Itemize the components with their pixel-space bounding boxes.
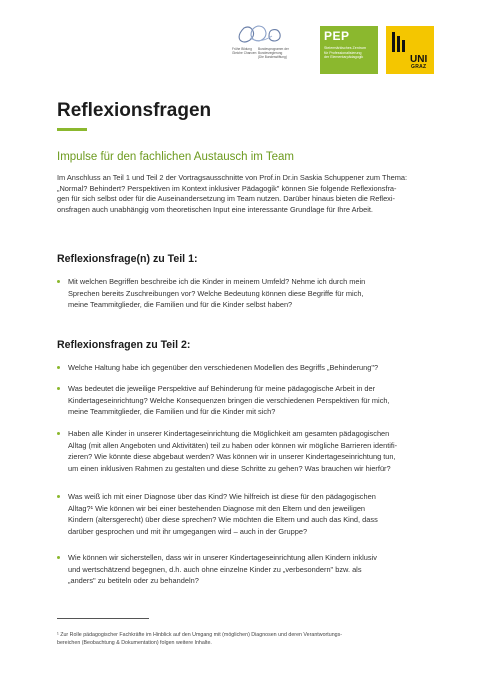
list-item: [57, 362, 443, 374]
hands-caption-right: Bundesprogramm der Bundesregierung (Die Bundesstiftung): [258, 47, 289, 59]
uni-logo-name: UNI: [410, 54, 428, 65]
page-subtitle: Impulse für den fachlichen Austausch im Team: [57, 151, 294, 163]
uni-graz-logo: [386, 26, 434, 74]
list-item: [57, 383, 443, 419]
pep-logo: [320, 26, 378, 74]
footnote: ¹ Zur Rolle pädagogischer Fachkräfte im Hinblick auf den Umgang mit (möglichen) Diagnosen und deren Verantwortungs- bereichen (Beobachtung & Dokumentation) folgen weitere Inhalte.: [57, 632, 342, 646]
list-item-text: Haben alle Kinder in unserer Kindertageseinrichtung die Möglichkeit am gesamten pädagogischen Alltag (mit allen Angeboten und Aktivitäten) teil zu haben oder können wir mögliche Barrieren identifi- zieren? Wie könnte diese abgebaut werden? Was können wir in unserer Kindertageseinrichtung tun, um einen inklusiven Rahmen zu gestalten und diese Schritte zu gehen? Was brauchen wir hierfür?: [68, 429, 398, 473]
hands-caption-left: Frühe Bildung Gleiche Chancen: [232, 47, 257, 55]
list-item: [57, 491, 443, 539]
page-title: Reflexionsfragen: [57, 100, 212, 121]
uni-logo-stripe: [392, 32, 395, 52]
list-item: [57, 276, 443, 312]
pep-logo-title: PEP: [324, 29, 350, 43]
section-1-heading: Reflexionsfrage(n) zu Teil 1:: [57, 253, 198, 265]
bullet-icon: [57, 280, 60, 283]
uni-logo-stripe: [402, 40, 405, 52]
list-item-text: Was weiß ich mit einer Diagnose über das Kind? Wie hilfreich ist diese für den pädagogischen Alltag?¹ Wie können wir bei einer bestehenden Diagnose mit den Eltern und den jeweiligen Kindern (altersgerecht) über diese sprechen? Wie möchten die Eltern und auch das Kind, dass darüber gesprochen und mit ihr umgegangen wird – auch in der Gruppe?: [68, 492, 378, 536]
list-item: [57, 552, 443, 588]
intro-paragraph: Im Anschluss an Teil 1 und Teil 2 der Vortragsausschnitte von Prof.in Dr.in Saskia Schuppener zum Thema: „Normal? Behindert? Perspektiven im Kontext inklusiver Pädagogik" können Sie folgende Reflexionsfra- gen für sich selbst oder für die Auseinandersetzung im Team nutzen. Darüber hinaus bieten die Reflexi- onsfragen auch unabhängig vom theoretischen Input eine interessante Grundlage für Ihre Arbeit.: [57, 173, 408, 214]
list-item-text: Mit welchen Begriffen beschreibe ich die Kinder in meinem Umfeld? Nehme ich durch mein Sprechen bereits Zuschreibungen vor? Welche Bedeutung können diese Begriffe für mich, meine Teammitglieder, die Familien und für die Kinder selbst haben?: [68, 277, 366, 310]
bullet-icon: [57, 387, 60, 390]
list-item-text: Was bedeutet die jeweilige Perspektive auf Behinderung für meine pädagogische Arbeit in der Kindertageseinrichtung? Welche Konsequenzen bringen die verschiedenen Perspektiven für mich, meine Teammitglieder, die Familien und für die Kinder mit sich?: [68, 384, 390, 417]
bullet-icon: [57, 366, 60, 369]
fruehe-bildung-logo: [230, 24, 298, 68]
section-2-heading: Reflexionsfragen zu Teil 2:: [57, 339, 191, 351]
pep-logo-subtitle: Steiermärkisches Zentrum für Professionalisierung der Elementarpädagogik: [324, 46, 366, 60]
bullet-icon: [57, 432, 60, 435]
bullet-icon: [57, 495, 60, 498]
list-item-text: Welche Haltung habe ich gegenüber den verschiedenen Modellen des Begriffs „Behinderung"?: [68, 363, 379, 372]
uni-logo-city: GRAZ: [411, 64, 427, 70]
bullet-icon: [57, 556, 60, 559]
footnote-divider: [57, 618, 149, 619]
uni-logo-stripe: [397, 36, 400, 52]
list-item-text: Wie können wir sicherstellen, dass wir in unserer Kindertageseinrichtung allen Kindern inklusiv und wertschätzend begegnen, d.h. auch ohne einzelne Kinder zu „verbesondern" bzw. als „anders" zu betiteln oder zu behandeln?: [68, 553, 377, 586]
list-item: [57, 428, 443, 476]
title-accent-bar: [57, 128, 87, 131]
hands-logo-icon: [230, 24, 298, 68]
